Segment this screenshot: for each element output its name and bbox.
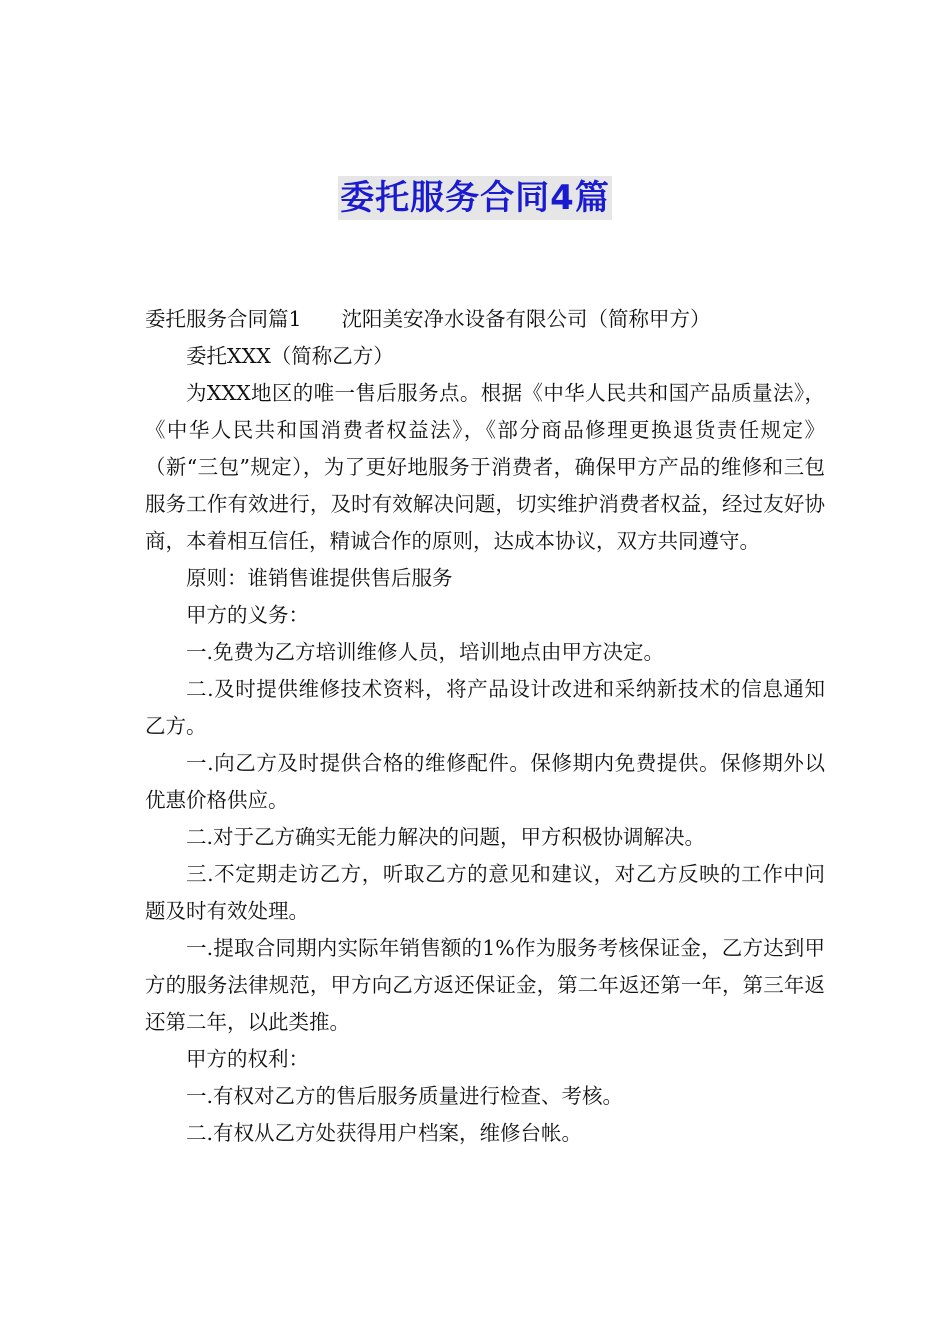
paragraph: 委托XXX（简称乙方）: [186, 344, 394, 368]
paragraph: 甲方的义务：: [186, 603, 309, 627]
paragraph: 一.向乙方及时提供合格的维修配件。保修期内免费提供。保修期外以优惠价格供应。: [145, 751, 825, 812]
paragraph: 一.免费为乙方培训维修人员，培训地点由甲方决定。: [186, 640, 665, 664]
title-container: [0, 176, 950, 220]
contract-heading-line: [145, 301, 825, 338]
paragraph: 三.不定期走访乙方，听取乙方的意见和建议，对乙方反映的工作中问题及时有效处理。: [145, 862, 825, 923]
paragraph: 原则：谁销售谁提供售后服务: [186, 566, 453, 590]
paragraph: 一.提取合同期内实际年销售额的1%作为服务考核保证金，乙方达到甲方的服务法律规范，甲方向乙方返还保证金，第二年返还第一年，第三年返还第二年，以此类推。: [145, 936, 825, 1034]
document-title: 委托服务合同4篇: [340, 178, 610, 218]
contract-heading: 委托服务合同篇1: [145, 307, 302, 331]
paragraph: 二.对于乙方确实无能力解决的问题，甲方积极协调解决。: [186, 825, 706, 849]
party-a-intro: 沈阳美安净水设备有限公司（简称甲方）: [341, 307, 711, 331]
paragraph: 二.及时提供维修技术资料，将产品设计改进和采纳新技术的信息通知乙方。: [145, 677, 825, 738]
document-body: [145, 301, 825, 1152]
paragraph: 一.有权对乙方的售后服务质量进行检查、考核。: [186, 1084, 624, 1108]
paragraph: 为XXX地区的唯一售后服务点。根据《中华人民共和国产品质量法》，《中华人民共和国消费者权益法》，《部分商品修理更换退货责任规定》（新“三包”规定），为了更好地服务于消费者，确保甲方产品的维修和三包服务工作有效进行，及时有效解决问题，切实维护消费者权益，经过友好协商，本着相互信任，精诚合作的原则，达成本协议，双方共同遵守。: [145, 381, 825, 553]
paragraph: 二.有权从乙方处获得用户档案，维修台帐。: [186, 1121, 583, 1145]
paragraph: 甲方的权利：: [186, 1047, 309, 1071]
